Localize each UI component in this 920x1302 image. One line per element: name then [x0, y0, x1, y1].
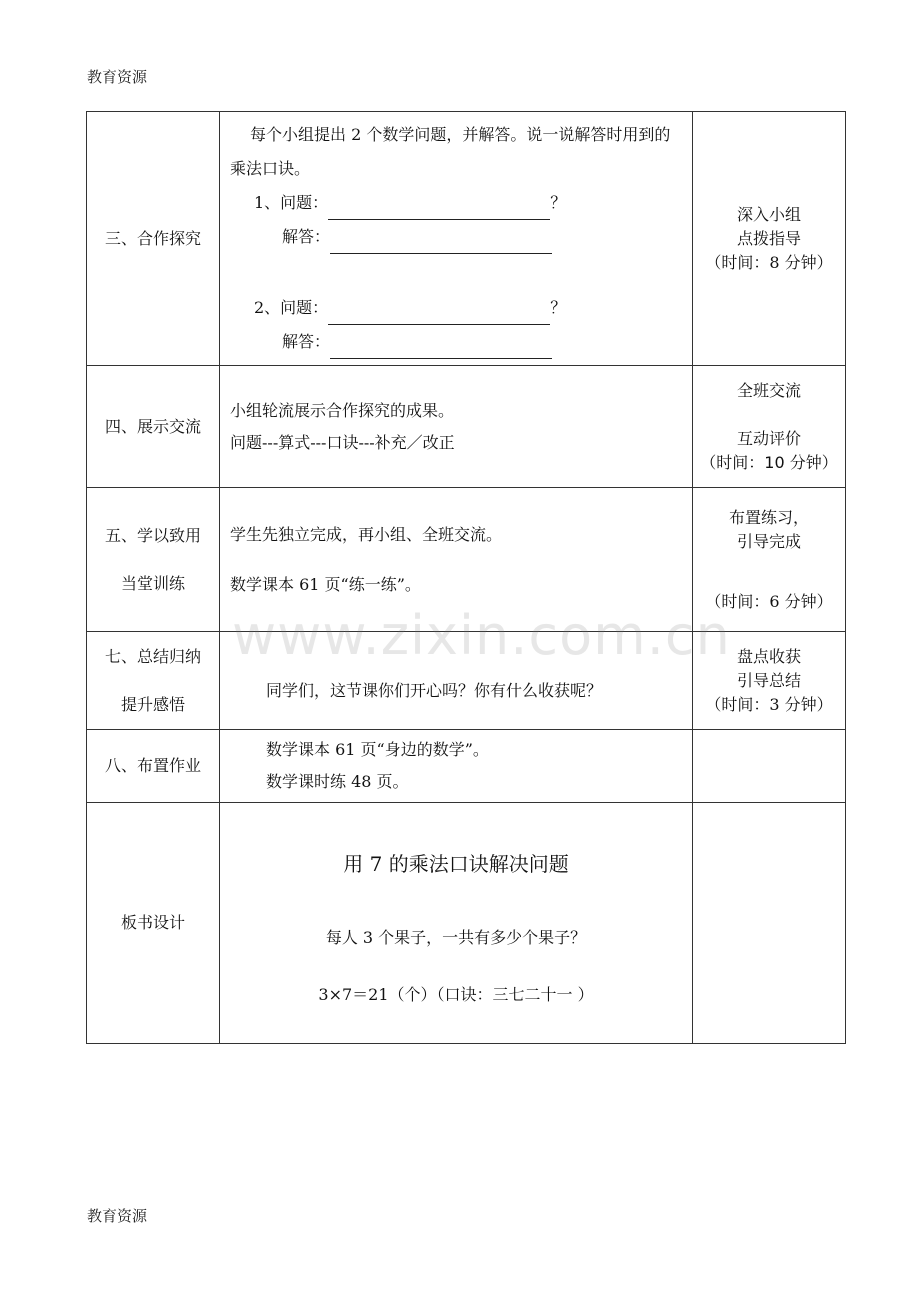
- time-note: （时间：8 分钟）: [705, 252, 833, 272]
- note-cell: [693, 488, 846, 632]
- content-cell: [220, 366, 693, 488]
- stage-cell: [87, 112, 220, 366]
- content-line: 学生先独立完成，再小组、全班交流。: [230, 524, 503, 544]
- answer-2: [230, 325, 682, 359]
- stage-sublabel: 提升感悟: [120, 694, 185, 714]
- question-1: [230, 186, 682, 220]
- stage-label: 八、布置作业: [104, 756, 201, 775]
- content-cell: [220, 488, 693, 632]
- answer-1: [230, 220, 682, 254]
- note-line: 全班交流: [736, 380, 801, 400]
- content-cell: [220, 112, 693, 366]
- stage-label: 板书设计: [120, 913, 185, 932]
- board-cell: [220, 803, 693, 1044]
- question-1-blank: [328, 201, 550, 220]
- note-cell: [693, 632, 846, 730]
- note-cell: [693, 366, 846, 488]
- question-2: [230, 291, 682, 325]
- board-equation: 3×7＝21（个）（口诀：三七二十一 ）: [318, 984, 594, 1004]
- answer-1-blank: [330, 235, 552, 254]
- row-board-design: [87, 803, 846, 1044]
- stage-sublabel: 当堂训练: [120, 573, 185, 593]
- stage-label: 七、总结归纳: [104, 646, 201, 666]
- stage-cell: [87, 730, 220, 803]
- stage-cell: [87, 803, 220, 1044]
- time-note: （时间：3 分钟）: [705, 694, 833, 714]
- intro-text: 每个小组提出 2 个数学问题，并解答。说一说解答时用到的乘法口诀。: [230, 125, 671, 178]
- question-1-label: 1、问题：: [254, 193, 329, 212]
- lesson-plan-table: [86, 111, 846, 1044]
- board-title: 用 7 的乘法口诀解决问题: [343, 851, 569, 876]
- note-line: 引导总结: [736, 670, 801, 690]
- note-line: 盘点收获: [736, 646, 801, 666]
- question-2-blank: [328, 306, 550, 325]
- row-homework: [87, 730, 846, 803]
- note-line: 互动评价: [736, 428, 801, 448]
- content-line: 同学们，这节课你们开心吗？你有什么收获呢？: [266, 680, 603, 700]
- stage-cell: [87, 366, 220, 488]
- time-note: （时间：10 分钟）: [700, 452, 838, 472]
- board-problem: 每人 3 个果子，一共有多少个果子？: [325, 927, 587, 947]
- content-cell: [220, 632, 693, 730]
- question-mark: ？: [550, 193, 567, 212]
- stage-cell: [87, 488, 220, 632]
- note-line: 点拨指导: [736, 228, 801, 248]
- content-line: 数学课时练 48 页。: [266, 772, 409, 791]
- page-footer: 教育资源: [87, 1207, 148, 1225]
- page-header: 教育资源: [87, 68, 148, 86]
- row-show-exchange: [87, 366, 846, 488]
- answer-2-blank: [330, 340, 552, 359]
- content-line: 数学课本 61 页“练一练”。: [230, 574, 421, 594]
- note-line: 深入小组: [736, 204, 801, 224]
- question-mark: ？: [550, 298, 567, 317]
- note-cell: [693, 112, 846, 366]
- content-cell: [220, 730, 693, 803]
- note-line: 引导完成: [736, 531, 801, 551]
- row-cooperative-inquiry: [87, 112, 846, 366]
- stage-label: 三、合作探究: [104, 228, 201, 248]
- answer-2-label: 解答：: [282, 332, 331, 351]
- note-cell: [693, 730, 846, 803]
- content-line: 问题---算式---口诀---补充／改正: [230, 432, 455, 452]
- question-2-label: 2、问题：: [254, 298, 329, 317]
- stage-label: 五、学以致用: [104, 525, 201, 545]
- row-summary: [87, 632, 846, 730]
- answer-1-label: 解答：: [282, 227, 331, 246]
- note-line: 布置练习，: [728, 507, 809, 527]
- note-cell: [693, 803, 846, 1044]
- watermark: www.zixin.com.cn: [232, 604, 731, 667]
- time-note: （时间：6 分钟）: [705, 591, 833, 611]
- stage-cell: [87, 632, 220, 730]
- content-line: 数学课本 61 页“身边的数学”。: [266, 740, 489, 759]
- content-line: 小组轮流展示合作探究的成果。: [230, 400, 455, 420]
- stage-label: 四、展示交流: [104, 416, 201, 436]
- row-apply-learning: [87, 488, 846, 632]
